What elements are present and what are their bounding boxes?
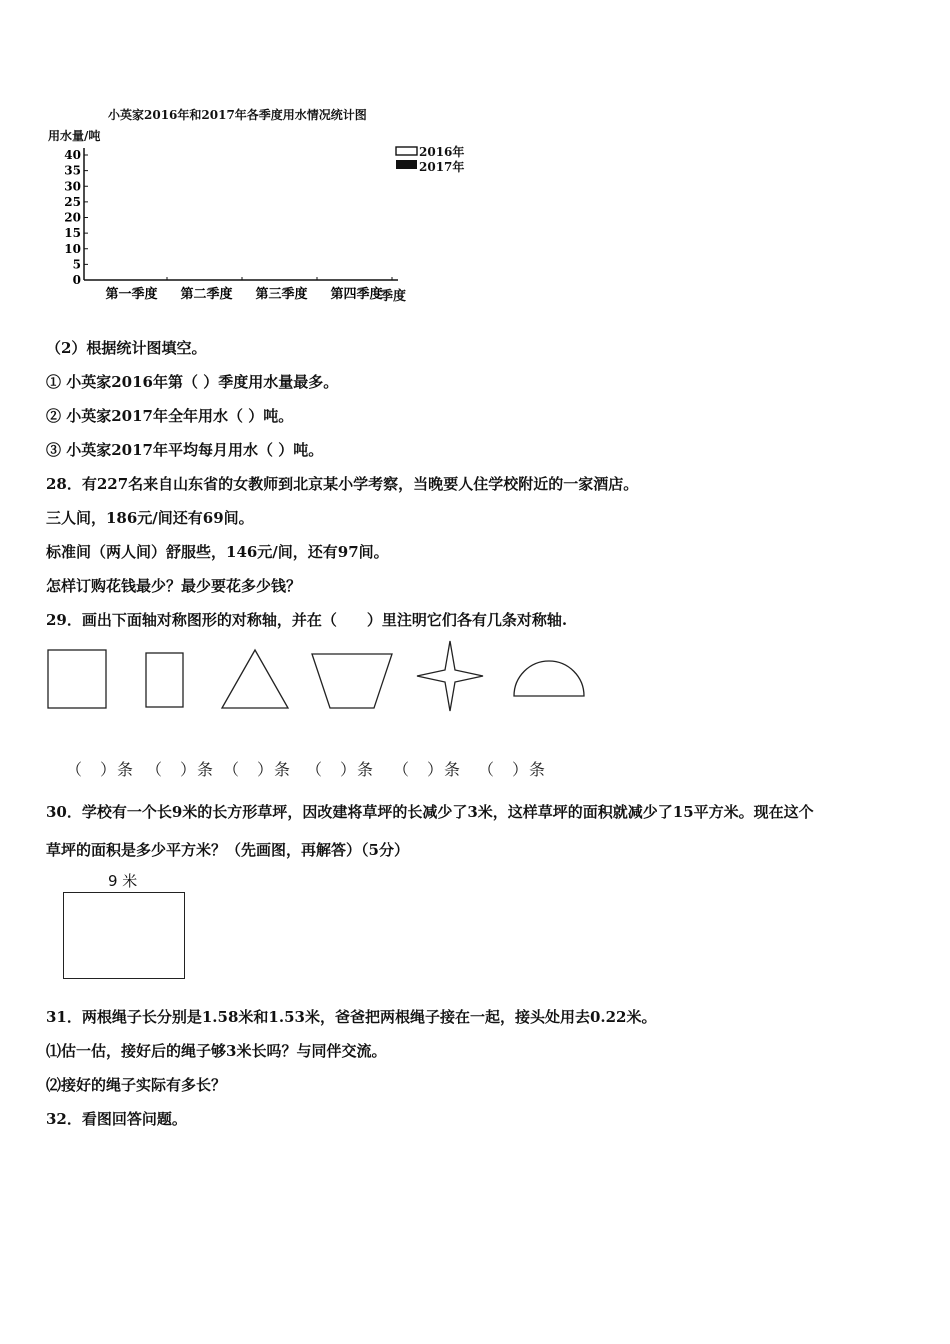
- x-tick-label-0: 第一季度: [105, 287, 158, 302]
- lawn-length-label: 9 米: [108, 872, 138, 890]
- q29-blank-triangle[interactable]: （ ）条: [223, 760, 292, 779]
- legend-label-2016: 2016年: [419, 145, 465, 159]
- chart-y-label: 用水量/吨: [48, 129, 101, 143]
- legend-label-2017: 2017年: [419, 160, 465, 174]
- lawn-rectangle: [63, 892, 185, 979]
- q28-line-3: 标准间（两人间）舒服些，146元/间，还有97间。: [46, 543, 389, 561]
- y-tick-label-3: 15: [64, 226, 81, 241]
- legend-swatch-2016: [396, 147, 417, 155]
- x-tick-label-3: 第四季度: [330, 287, 383, 302]
- q28-line-4: 怎样订购花钱最少？最少要花多少钱？: [46, 577, 302, 595]
- q31-line-1: 31．两根绳子长分别是1.58米和1.53米，爸爸把两根绳子接在一起，接头处用去0.22米。: [46, 1008, 657, 1026]
- q27-item-3: ③ 小英家2017年平均每月用水（ ）吨。: [46, 441, 324, 459]
- symmetric-shapes: [40, 635, 600, 720]
- y-tick-label-0: 0: [72, 273, 81, 287]
- y-tick-label-4: 20: [64, 210, 81, 225]
- q29-text: 29．画出下面轴对称图形的对称轴，并在（ ）里注明它们各有几条对称轴.: [46, 611, 568, 629]
- q29-blank-square[interactable]: （ ）条: [66, 760, 135, 779]
- legend-swatch-2017: [396, 160, 417, 169]
- q32-text: 32．看图回答问题。: [46, 1110, 187, 1128]
- semicircle-shape: [514, 661, 584, 696]
- x-tick-label-1: 第二季度: [180, 287, 233, 302]
- y-tick-label-5: 25: [64, 194, 81, 209]
- triangle-shape: [222, 650, 288, 708]
- y-tick-label-8: 40: [64, 148, 81, 162]
- q28-line-1: 28．有227名来自山东省的女教师到北京某小学考察，当晚要人住学校附近的一家酒店。: [46, 475, 639, 493]
- chart-x-label: 季度: [380, 289, 407, 304]
- y-tick-label-2: 10: [64, 241, 81, 256]
- q31-line-2: ⑴估一估，接好后的绳子够3米长吗？与同伴交流。: [46, 1042, 387, 1060]
- q28-line-2: 三人间，186元/间还有69间。: [46, 509, 254, 527]
- q31-line-3: ⑵接好的绳子实际有多长？: [46, 1076, 227, 1094]
- q29-blank-semicircle[interactable]: （ ）条: [478, 760, 547, 779]
- water-usage-chart: [40, 130, 480, 310]
- four-point-star-shape: [417, 641, 483, 711]
- q30-line-1: 30．学校有一个长9米的长方形草坪，因改建将草坪的长减少了3米，这样草坪的面积就减少了15平方米。现在这个: [46, 803, 814, 821]
- x-tick-label-2: 第三季度: [255, 287, 308, 302]
- q29-blank-star[interactable]: （ ）条: [393, 760, 462, 779]
- trapezoid-shape: [312, 654, 392, 708]
- q27-subquestion: （2）根据统计图填空。: [46, 339, 207, 357]
- chart-title: 小英家2016年和2017年各季度用水情况统计图: [108, 108, 367, 122]
- y-tick-label-6: 30: [64, 179, 81, 194]
- rectangle-shape: [146, 653, 183, 707]
- square-shape: [48, 650, 106, 708]
- q29-blank-rectangle[interactable]: （ ）条: [146, 760, 215, 779]
- y-tick-label-7: 35: [64, 163, 81, 178]
- q27-item-2: ② 小英家2017年全年用水（ ）吨。: [46, 407, 294, 425]
- y-tick-label-1: 5: [72, 257, 81, 272]
- q30-line-2: 草坪的面积是多少平方米？（先画图，再解答）（5分）: [46, 841, 409, 859]
- q29-blank-trapezoid[interactable]: （ ）条: [306, 760, 375, 779]
- q27-item-1: ① 小英家2016年第（ ）季度用水量最多。: [46, 373, 339, 391]
